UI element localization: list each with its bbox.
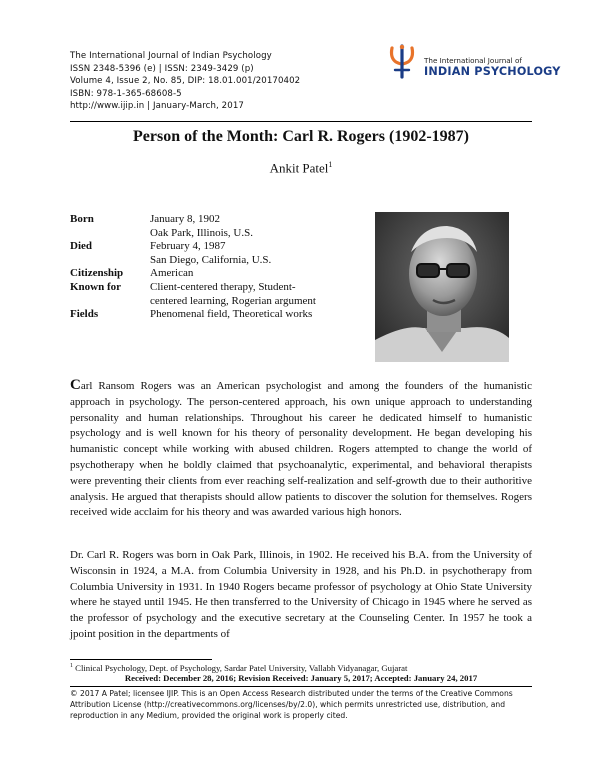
author-footnote-mark: 1 — [328, 160, 333, 169]
logo-small-text: The International Journal of — [424, 56, 522, 65]
paragraph-biography: Dr. Carl R. Rogers was born in Oak Park, Illinois, in 1902. He received his B.A. from the University of Wisconsin in 1924, a M.A. from Columbia University in 1928, and his Ph.D. in psychotherapy from Columbia University in 1931. In 1940 Rogers became professor of psychology at Ohio State University where he stayed until 1945. He then transferred to the University of Chicago in 1945 where he served as the professor of psychology and the executive secretary at the Counseling Center. In 1957 he took a jpoint position in the departments of — [70, 549, 532, 640]
received-dates: Received: December 28, 2016; Revision Received: January 5, 2017; Accepted: January 24, 2017 — [124, 673, 478, 683]
infobox-label: Known for — [70, 280, 122, 293]
infobox-value-line: San Diego, California, U.S. — [150, 253, 272, 266]
article-title: Person of the Month: Carl R. Rogers (1902-1987) — [133, 128, 469, 145]
infobox-value-line: Phenomenal field, Theoretical works — [150, 308, 313, 321]
psi-logo-icon — [384, 44, 420, 80]
infobox-value — [150, 240, 360, 267]
infobox-row — [70, 213, 360, 240]
journal-issn: ISSN 2348-5396 (e) | ISSN: 2349-3429 (p) — [70, 63, 254, 74]
paragraph-intro-text: arl Ransom Rogers was an American psychologist and among the founders of the humanistic approach in psychology. The person-centered approach, his own unique approach to understanding personality and human relationships. Throughout his career he dedicated himself to humanistic psychology and is well known for his theory of personality development. He began developing his humanistic concept while working with abused children. Rogers attempted to change the world of psychotherapy when he boldly claimed that psychoanalytic, experimental, and behavioral therapists were preventing their clients from ever reaching self-realization and self-growth due to their authoritive analysis. He argued that therapists should allow patients to discover the solution for themselves. Rogers received wide acclaim for his theory and was awarded various high honors. — [70, 380, 532, 519]
infobox-value-line: Client-centered therapy, Student- — [150, 280, 296, 293]
infobox-row — [70, 281, 360, 308]
infobox-row — [70, 240, 360, 267]
infobox-value-line: American — [150, 267, 194, 280]
journal-site-date: http://www.ijip.in | January-March, 2017 — [70, 101, 244, 112]
infobox-value-line: January 8, 1902 — [150, 213, 220, 225]
infobox-value — [150, 267, 360, 281]
infobox-value-line: centered learning, Rogerian argument — [150, 294, 316, 307]
infobox-label: Born — [70, 213, 94, 225]
infobox-value — [150, 281, 360, 308]
license-text: © 2017 A Patel; licensee IJIP. This is an Open Access Research distributed under the terms of the Creative Commons Attribution License (http://creativecommons.org/licenses/by/2.0), which permits unrestricted use, distribution, and reproduction in any Medium, provided the original work is properly cited. — [70, 689, 513, 721]
infobox-value-line: Oak Park, Illinois, U.S. — [150, 226, 253, 239]
journal-volume: Volume 4, Issue 2, No. 85, DIP: 18.01.001/20170402 — [70, 76, 301, 87]
footnote-divider — [70, 659, 212, 660]
journal-isbn: ISBN: 978-1-365-68608-5 — [70, 88, 182, 99]
header-divider — [70, 121, 532, 122]
footnote — [70, 663, 407, 673]
infobox-value — [150, 213, 360, 240]
journal-name: The International Journal of Indian Psychology — [70, 51, 272, 61]
logo-big-text: INDIAN PSYCHOLOGY — [424, 65, 561, 78]
footnote-mark: 1 — [70, 663, 73, 670]
portrait-image — [375, 212, 509, 362]
infobox-label: Citizenship — [70, 267, 124, 280]
infobox-value-line: February 4, 1987 — [150, 240, 226, 253]
license-divider — [70, 686, 532, 687]
infobox-label: Died — [70, 240, 92, 253]
article-author — [70, 160, 532, 176]
footnote-text: Clinical Psychology, Dept. of Psychology, Sardar Patel University, Vallabh Vidyanagar, Gujarat — [73, 663, 408, 673]
drop-cap: C — [70, 377, 81, 393]
journal-logo — [384, 44, 561, 84]
infobox-label: Fields — [70, 308, 99, 321]
infobox-row — [70, 308, 360, 322]
infobox — [70, 213, 360, 322]
paragraph-intro — [70, 378, 532, 521]
infobox-row — [70, 267, 360, 281]
portrait-photo — [375, 212, 509, 362]
author-name: Ankit Patel — [269, 160, 329, 176]
infobox-value — [150, 308, 360, 322]
